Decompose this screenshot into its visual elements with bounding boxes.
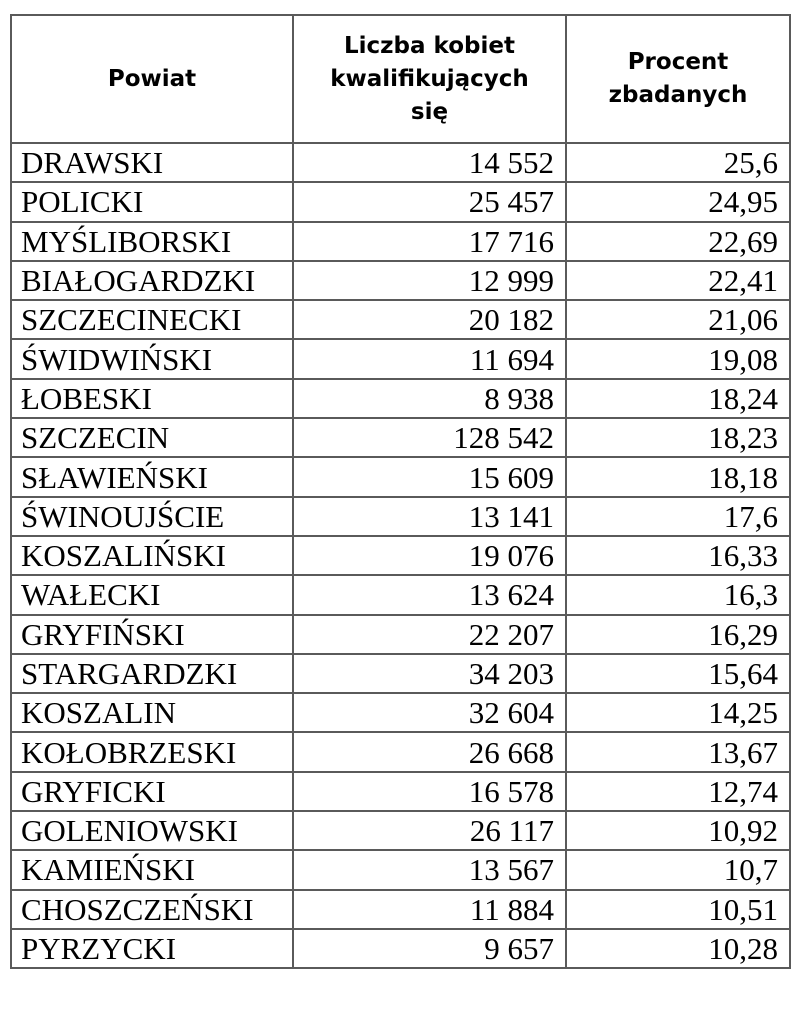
header-liczba — [293, 15, 566, 143]
cell-liczba: 22 207 — [293, 615, 566, 654]
table-row — [11, 497, 790, 536]
table-row — [11, 772, 790, 811]
header-procent — [566, 15, 790, 143]
cell-powiat: BIAŁOGARDZKI — [11, 261, 293, 300]
header-liczba-line: się — [410, 98, 449, 125]
cell-liczba: 13 567 — [293, 850, 566, 889]
table-row — [11, 615, 790, 654]
cell-procent: 16,29 — [566, 615, 790, 654]
cell-powiat: MYŚLIBORSKI — [11, 222, 293, 261]
header-row — [11, 15, 790, 143]
cell-liczba: 13 141 — [293, 497, 566, 536]
cell-liczba: 17 716 — [293, 222, 566, 261]
cell-powiat: KOŁOBRZESKI — [11, 732, 293, 771]
cell-procent: 10,51 — [566, 890, 790, 929]
cell-powiat: SZCZECINECKI — [11, 300, 293, 339]
table-row — [11, 575, 790, 614]
table-row — [11, 693, 790, 732]
cell-procent: 25,6 — [566, 143, 790, 182]
cell-procent: 16,3 — [566, 575, 790, 614]
cell-liczba: 26 117 — [293, 811, 566, 850]
cell-procent: 18,24 — [566, 379, 790, 418]
cell-powiat: KOSZALIŃSKI — [11, 536, 293, 575]
table-row — [11, 850, 790, 889]
cell-liczba: 34 203 — [293, 654, 566, 693]
cell-procent: 19,08 — [566, 339, 790, 378]
header-liczba-line: Liczba kobiet — [344, 32, 515, 59]
cell-powiat: DRAWSKI — [11, 143, 293, 182]
cell-liczba: 26 668 — [293, 732, 566, 771]
cell-powiat: POLICKI — [11, 182, 293, 221]
cell-powiat: WAŁECKI — [11, 575, 293, 614]
table-row — [11, 536, 790, 575]
cell-powiat: GRYFICKI — [11, 772, 293, 811]
cell-procent: 16,33 — [566, 536, 790, 575]
cell-liczba: 14 552 — [293, 143, 566, 182]
table-row — [11, 811, 790, 850]
cell-liczba: 13 624 — [293, 575, 566, 614]
cell-procent: 15,64 — [566, 654, 790, 693]
cell-liczba: 128 542 — [293, 418, 566, 457]
cell-procent: 12,74 — [566, 772, 790, 811]
cell-liczba: 20 182 — [293, 300, 566, 339]
header-powiat — [11, 15, 293, 143]
cell-procent: 24,95 — [566, 182, 790, 221]
table-row — [11, 890, 790, 929]
cell-liczba: 25 457 — [293, 182, 566, 221]
powiat-table — [10, 14, 791, 969]
cell-liczba: 16 578 — [293, 772, 566, 811]
header-procent-line: zbadanych — [608, 82, 748, 108]
table-row — [11, 457, 790, 496]
table-row — [11, 182, 790, 221]
cell-powiat: ŚWINOUJŚCIE — [11, 497, 293, 536]
cell-powiat: ŁOBESKI — [11, 379, 293, 418]
cell-powiat: GOLENIOWSKI — [11, 811, 293, 850]
cell-powiat: SZCZECIN — [11, 418, 293, 457]
cell-liczba: 8 938 — [293, 379, 566, 418]
header-procent-line: Procent — [627, 49, 729, 75]
table-row — [11, 732, 790, 771]
cell-powiat: SŁAWIEŃSKI — [11, 457, 293, 496]
cell-procent: 14,25 — [566, 693, 790, 732]
cell-procent: 18,18 — [566, 457, 790, 496]
cell-powiat: KOSZALIN — [11, 693, 293, 732]
cell-liczba: 19 076 — [293, 536, 566, 575]
table-row — [11, 379, 790, 418]
cell-powiat: KAMIEŃSKI — [11, 850, 293, 889]
table-row — [11, 929, 790, 968]
cell-liczba: 32 604 — [293, 693, 566, 732]
cell-powiat: GRYFIŃSKI — [11, 615, 293, 654]
cell-powiat: STARGARDZKI — [11, 654, 293, 693]
table-row — [11, 654, 790, 693]
header-powiat-label: Powiat — [107, 65, 197, 92]
cell-liczba: 12 999 — [293, 261, 566, 300]
cell-powiat: ŚWIDWIŃSKI — [11, 339, 293, 378]
cell-procent: 10,28 — [566, 929, 790, 968]
table-row — [11, 222, 790, 261]
table-row — [11, 339, 790, 378]
table-row — [11, 300, 790, 339]
cell-procent: 22,69 — [566, 222, 790, 261]
cell-liczba: 11 694 — [293, 339, 566, 378]
cell-procent: 10,92 — [566, 811, 790, 850]
cell-liczba: 9 657 — [293, 929, 566, 968]
cell-procent: 13,67 — [566, 732, 790, 771]
cell-powiat: PYRZYCKI — [11, 929, 293, 968]
table-row — [11, 418, 790, 457]
cell-procent: 21,06 — [566, 300, 790, 339]
cell-procent: 22,41 — [566, 261, 790, 300]
cell-powiat: CHOSZCZEŃSKI — [11, 890, 293, 929]
cell-procent: 17,6 — [566, 497, 790, 536]
table-row — [11, 261, 790, 300]
cell-procent: 18,23 — [566, 418, 790, 457]
cell-procent: 10,7 — [566, 850, 790, 889]
table-row — [11, 143, 790, 182]
cell-liczba: 15 609 — [293, 457, 566, 496]
cell-liczba: 11 884 — [293, 890, 566, 929]
header-liczba-line: kwalifikujących — [330, 65, 529, 92]
